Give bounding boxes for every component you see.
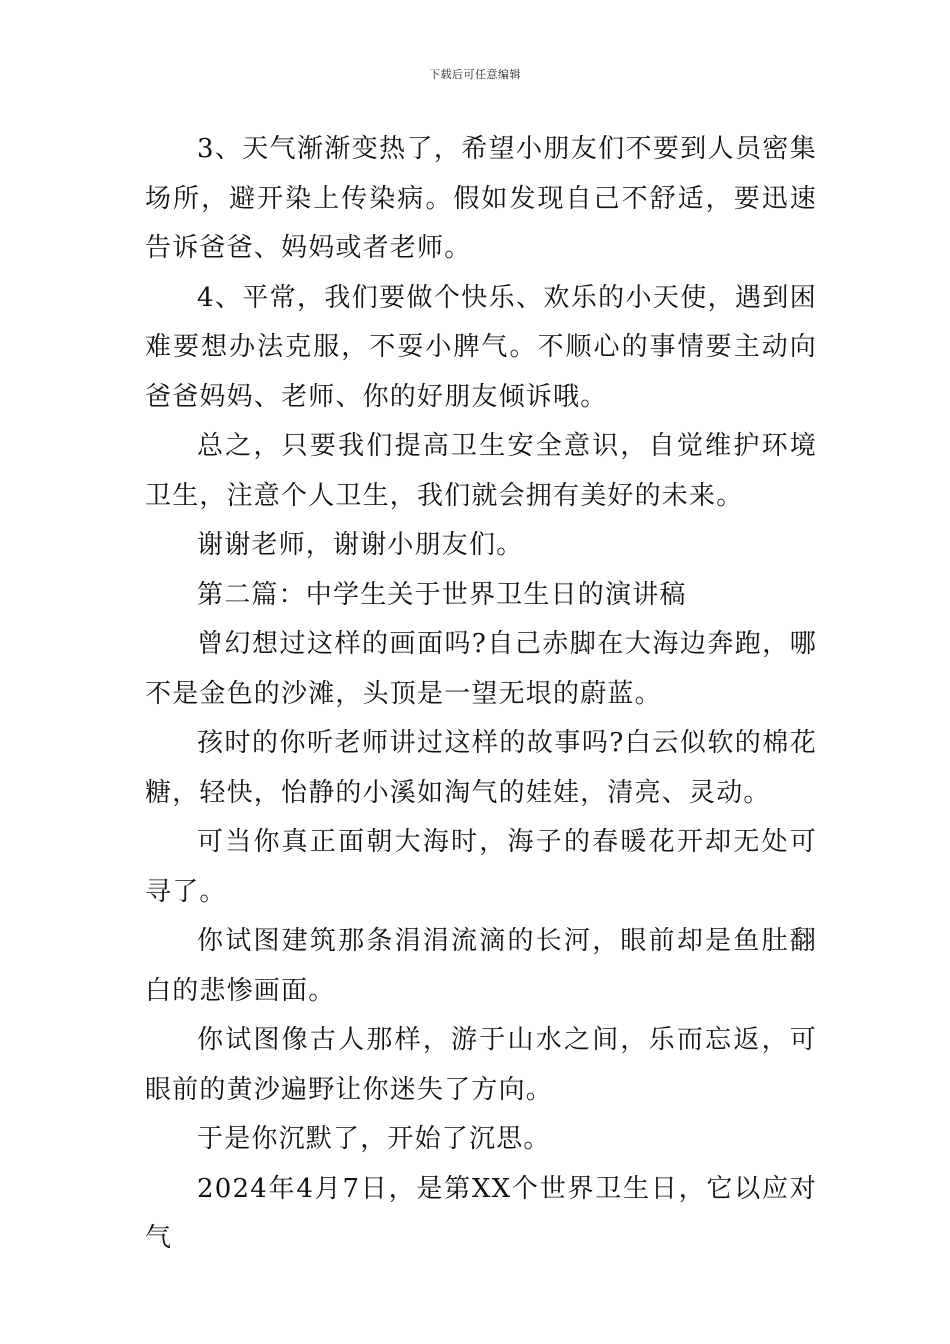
- paragraph: 孩时的你听老师讲过这样的故事吗?白云似软的棉花糖，轻快，怡静的小溪如淘气的娃娃，清亮、灵动。: [145, 728, 817, 808]
- paragraph: 4、平常，我们要做个快乐、欢乐的小天使，遇到困难要想办法克服，不耍小脾气。不顺心的事情要主动向爸爸妈妈、老师、你的好朋友倾诉哦。: [145, 282, 817, 412]
- paragraph: 2024年4月7日，是第XX个世界卫生日，它以应对气: [145, 1173, 817, 1253]
- paragraph: 曾幻想过这样的画面吗?自己赤脚在大海边奔跑，哪不是金色的沙滩，头顶是一望无垠的蔚蓝。: [145, 629, 817, 709]
- paragraph: 你试图像古人那样，游于山水之间，乐而忘返，可眼前的黄沙遍野让你迷失了方向。: [145, 1025, 817, 1105]
- paragraph: 总之，只要我们提高卫生安全意识，自觉维护环境卫生，注意个人卫生，我们就会拥有美好的未来。: [145, 431, 817, 511]
- page-header: 下载后可任意编辑: [429, 68, 521, 81]
- paragraph: 3、天气渐渐变热了，希望小朋友们不要到人员密集场所，避开染上传染病。假如发现自己不舒适，要迅速告诉爸爸、妈妈或者老师。: [145, 134, 817, 263]
- section-heading: 第二篇：中学生关于世界卫生日的演讲稿: [197, 579, 687, 610]
- paragraph: 你试图建筑那条涓涓流滴的长河，眼前却是鱼肚翻白的悲惨画面。: [145, 926, 817, 1006]
- paragraph: 谢谢老师，谢谢小朋友们。: [197, 530, 524, 560]
- paragraph: 于是你沉默了，开始了沉思。: [197, 1124, 551, 1154]
- paragraph: 可当你真正面朝大海时，海子的春暖花开却无处可寻了。: [145, 827, 817, 907]
- body-text: [145, 125, 817, 1264]
